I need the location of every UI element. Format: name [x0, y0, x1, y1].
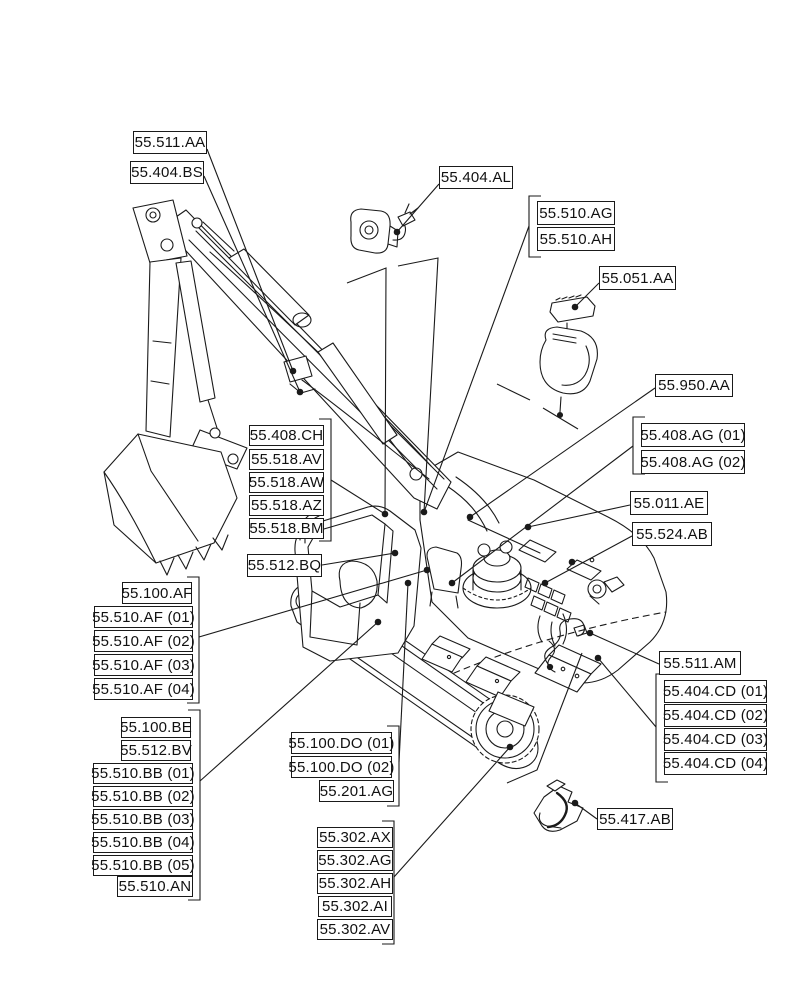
part-label-55-510-af-04[interactable]: 55.510.AF (04) [94, 678, 193, 700]
part-label-55-510-bb-03[interactable]: 55.510.BB (03) [91, 811, 195, 828]
part-label-55-510-af-01[interactable]: 55.510.AF (01) [94, 606, 193, 628]
leader-line [424, 226, 529, 512]
leader-line [598, 658, 656, 727]
leader-line [347, 268, 386, 514]
part-label-55-404-al[interactable]: 55.404.AL [439, 166, 513, 189]
part-label-55-510-bb-04[interactable]: 55.510.BB (04) [91, 834, 195, 851]
leader-line [470, 388, 655, 517]
leader-line [394, 747, 510, 877]
part-label-55-404-cd-01[interactable]: 55.404.CD (01) [664, 680, 767, 703]
leader-dot [375, 619, 382, 626]
leader-line [398, 258, 438, 512]
leader-dot [507, 744, 514, 751]
part-label-55-518-aw[interactable]: 55.518.AW [248, 474, 325, 491]
leader-dot [424, 567, 431, 574]
leader-line [331, 480, 385, 514]
part-label-55-510-bb-05[interactable]: 55.510.BB (05) [91, 857, 195, 874]
part-label-55-100-be[interactable]: 55.100.BE [120, 719, 192, 736]
part-label-55-512-bv[interactable]: 55.512.BV [120, 742, 192, 759]
leader-line [575, 283, 599, 307]
part-label-55-404-bs[interactable]: 55.404.BS [130, 161, 204, 184]
part-label-55-510-af-03[interactable]: 55.510.AF (03) [94, 654, 193, 676]
part-label-55-302-ah[interactable]: 55.302.AH [318, 875, 392, 892]
leader-line [322, 553, 395, 565]
leader-line [397, 184, 439, 232]
leader-dot [525, 524, 532, 531]
part-label-55-100-do-01[interactable]: 55.100.DO (01) [291, 732, 392, 754]
part-label-55-518-bm[interactable]: 55.518.BM [249, 520, 324, 537]
part-label-55-408-ch[interactable]: 55.408.CH [249, 427, 324, 444]
part-label-55-524-ab[interactable]: 55.524.AB [632, 522, 712, 546]
part-label-55-408-ag-02[interactable]: 55.408.AG (02) [641, 450, 745, 474]
leader-dot [572, 304, 579, 311]
part-label-55-510-ag[interactable]: 55.510.AG [537, 201, 615, 225]
leader-line [575, 803, 597, 819]
leader-line [207, 149, 293, 371]
part-label-55-100-af[interactable]: 55.100.AF [122, 582, 192, 604]
leader-line [528, 505, 630, 527]
part-label-55-404-cd-03[interactable]: 55.404.CD (03) [664, 728, 767, 751]
leader-dot [449, 580, 456, 587]
part-label-55-511-aa[interactable]: 55.511.AA [133, 131, 207, 154]
leader-line [399, 583, 408, 762]
leader-dot [595, 655, 602, 662]
leader-line [507, 653, 582, 783]
leader-dot [569, 559, 576, 566]
part-label-55-408-ag-01[interactable]: 55.408.AG (01) [641, 423, 745, 447]
part-label-55-518-av[interactable]: 55.518.AV [249, 449, 324, 470]
part-label-55-510-ah[interactable]: 55.510.AH [537, 227, 615, 251]
part-label-55-510-bb-01[interactable]: 55.510.BB (01) [91, 765, 195, 782]
leader-line [497, 384, 530, 400]
part-label-55-511-am[interactable]: 55.511.AM [659, 651, 741, 675]
leader-dot [392, 550, 399, 557]
leader-dot [587, 630, 594, 637]
leader-dot [297, 389, 304, 396]
part-label-55-302-ag[interactable]: 55.302.AG [318, 852, 392, 869]
leader-dot [542, 580, 549, 587]
leader-line [543, 408, 578, 429]
part-label-55-510-af-02[interactable]: 55.510.AF (02) [94, 630, 193, 652]
leader-line [199, 570, 427, 637]
leader-line [204, 176, 300, 392]
part-label-55-100-do-02[interactable]: 55.100.DO (02) [291, 756, 392, 778]
leader-dot [467, 514, 474, 521]
leader-dot [405, 580, 412, 587]
part-label-55-051-aa[interactable]: 55.051.AA [599, 266, 676, 290]
part-label-55-404-cd-02[interactable]: 55.404.CD (02) [664, 704, 767, 727]
leader-line [545, 536, 632, 583]
part-label-55-302-ai[interactable]: 55.302.AI [318, 896, 392, 917]
part-label-55-518-az[interactable]: 55.518.AZ [250, 497, 322, 514]
part-label-55-510-bb-02[interactable]: 55.510.BB (02) [91, 788, 195, 805]
part-label-55-950-aa[interactable]: 55.950.AA [655, 374, 733, 397]
part-label-55-011-ae[interactable]: 55.011.AE [630, 491, 708, 515]
part-label-55-510-an[interactable]: 55.510.AN [118, 878, 192, 895]
part-label-55-302-av[interactable]: 55.302.AV [317, 919, 393, 940]
part-label-55-417-ab[interactable]: 55.417.AB [597, 808, 673, 830]
part-label-55-201-ag[interactable]: 55.201.AG [319, 780, 394, 802]
part-label-55-404-cd-04[interactable]: 55.404.CD (04) [664, 752, 767, 775]
leader-dot [394, 229, 401, 236]
leader-dot [572, 800, 579, 807]
part-label-55-512-bq[interactable]: 55.512.BQ [247, 554, 322, 577]
part-label-55-302-ax[interactable]: 55.302.AX [317, 827, 393, 848]
